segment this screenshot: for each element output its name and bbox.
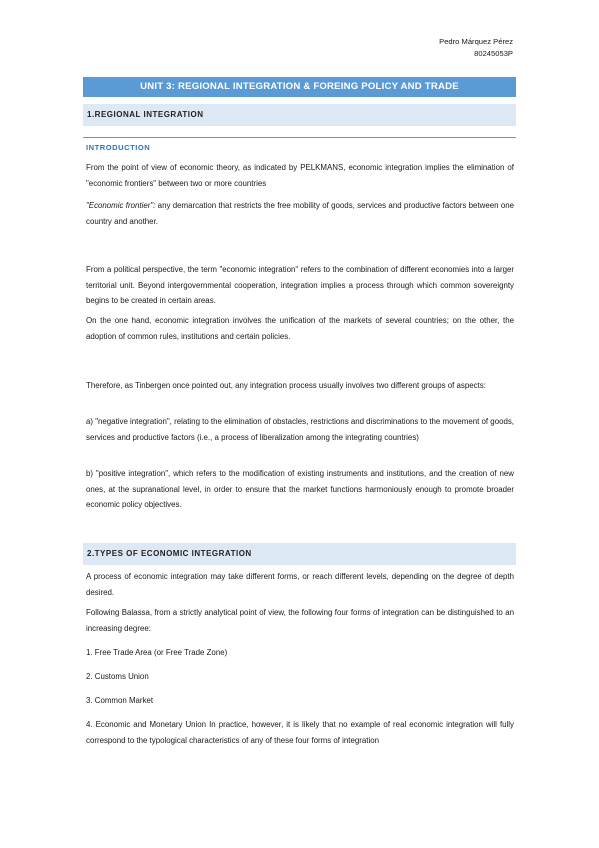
paragraph: Therefore, as Tinbergen once pointed out, any integration process usually involves two different groups of aspects: <box>86 381 486 390</box>
paragraph: b) "positive integration", which refers to the modification of existing instruments and institutions, and the creation of new ones, at the supranational level, in order to ensure that the market functions harmoniously enough to promote broader economic policy objectives. <box>86 469 514 509</box>
paragraph <box>86 198 514 229</box>
list-item: 3. Common Market <box>86 696 154 705</box>
list-item: 2. Customs Union <box>86 672 149 681</box>
list-item: 4. Economic and Monetary Union In practice, however, it is likely that no example of real economic integration will fully correspond to the typological characteristics of any of these four forms of integration <box>86 720 514 745</box>
paragraph: From a political perspective, the term "economic integration" refers to the combination of different economies into a larger territorial unit. Beyond intergovernmental cooperation, integration implies a process through which common sovereignty begins to be created in certain areas. <box>86 265 514 305</box>
paragraph: On the one hand, economic integration involves the unification of the markets of several countries; on the other, the adoption of common rules, institutions and certain policies. <box>86 316 514 341</box>
paragraph: a) "negative integration", relating to the elimination of obstacles, restrictions and discriminations to the movement of goods, services and productive factors (i.e., a process of liberalization among the integrating countries) <box>86 417 514 442</box>
author-block <box>439 36 513 60</box>
author-id: 80245053P <box>474 49 513 58</box>
section-heading-2: 2.TYPES OF ECONOMIC INTEGRATION <box>83 543 516 565</box>
term-economic-frontier: "Economic frontier": <box>86 201 156 210</box>
paragraph: A process of economic integration may take different forms, or reach different levels, depending on the degree of depth desired. <box>86 572 514 597</box>
paragraph: Following Balassa, from a strictly analytical point of view, the following four forms of integration can be distinguished to an increasing degree: <box>86 608 514 633</box>
term-definition: any demarcation that restricts the free mobility of goods, services and productive factors between one country and another. <box>86 201 515 226</box>
section-divider <box>83 137 516 138</box>
section-heading-1: 1.REGIONAL INTEGRATION <box>83 104 516 126</box>
document-title: UNIT 3: REGIONAL INTEGRATION & FOREING POLICY AND TRADE <box>83 77 516 97</box>
author-name: Pedro Márquez Pérez <box>439 37 513 46</box>
paragraph: From the point of view of economic theory, as indicated by PELKMANS, economic integration implies the elimination of "economic frontiers" between two or more countries <box>86 163 514 188</box>
subheading-introduction: INTRODUCTION <box>86 143 151 152</box>
list-item: 1. Free Trade Area (or Free Trade Zone) <box>86 648 228 657</box>
